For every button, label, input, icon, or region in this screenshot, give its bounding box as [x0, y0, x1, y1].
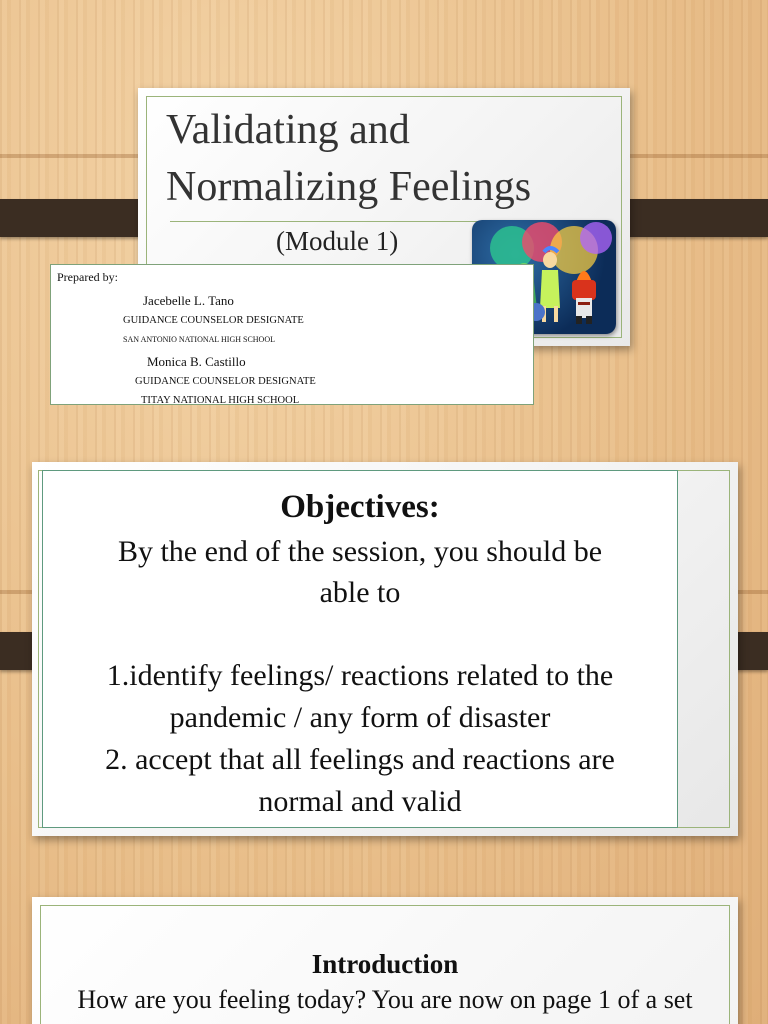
author-1-school: SAN ANTONIO NATIONAL HIGH SCHOOL [123, 335, 275, 344]
module-label: (Module 1) [276, 226, 399, 256]
blank-line [43, 613, 677, 655]
objective-item-2 [43, 739, 677, 823]
title-line-2: Normalizing Feelings [166, 164, 532, 210]
prepared-by-label: Prepared by: [57, 270, 118, 284]
objective-item-1 [43, 655, 677, 739]
introduction-text: How are you feeling today? You are now on page 1 of a set [77, 985, 693, 1014]
author-2-designation: GUIDANCE COUNSELOR DESIGNATE [135, 376, 316, 387]
objective-item-1-line-2: pandemic / any form of disaster [169, 701, 551, 734]
author-1-designation: GUIDANCE COUNSELOR DESIGNATE [123, 315, 304, 326]
objectives-slide[interactable] [32, 462, 738, 836]
introduction-slide[interactable] [32, 897, 738, 1024]
slide-clip-left-1 [0, 199, 155, 237]
author-2-name: Monica B. Castillo [147, 354, 246, 369]
objective-item-1-line-1: 1.identify feelings/ reactions related to the [106, 659, 614, 692]
objective-item-2-line-1: 2. accept that all feelings and reactions are [105, 743, 615, 776]
slide-clip-right-1 [613, 199, 768, 237]
objective-item-2-line-2: normal and valid [258, 785, 462, 818]
slide-title [166, 102, 606, 216]
author-2-school: TITAY NATIONAL HIGH SCHOOL [141, 395, 300, 406]
title-line-1: Validating and [166, 107, 410, 153]
author-1-name: Jacebelle L. Tano [143, 293, 234, 308]
introduction-heading: Introduction [311, 949, 459, 979]
objectives-heading: Objectives: [280, 489, 440, 525]
objectives-text-box[interactable] [42, 470, 678, 828]
objectives-lead [43, 531, 677, 613]
objectives-lead-line-2: able to [319, 576, 401, 609]
prepared-by-box[interactable] [50, 264, 534, 405]
objectives-lead-line-1: By the end of the session, you should be [117, 535, 603, 568]
